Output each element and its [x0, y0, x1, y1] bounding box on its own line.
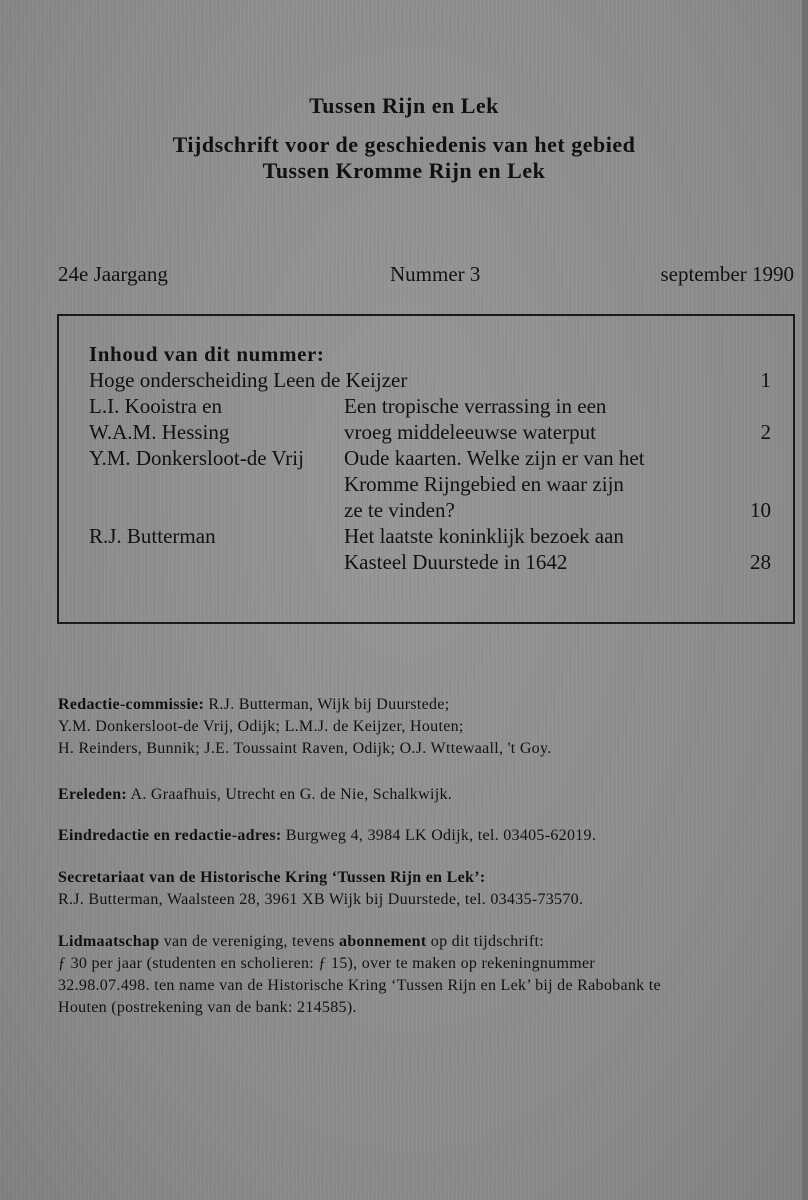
journal-title: Tussen Rijn en Lek	[309, 93, 499, 118]
secretariaat-text: R.J. Butterman, Waalsteen 28, 3961 XB Wijk bij Duurstede, tel. 03435-73570.	[58, 891, 584, 908]
eindredactie-text: Burgweg 4, 3984 LK Odijk, tel. 03405-62019.	[281, 827, 597, 844]
redactie-label: Redactie-commissie:	[58, 696, 205, 713]
toc-entry-title: Kasteel Duurstede in 1642	[344, 550, 568, 574]
toc-entry-page: 28	[750, 550, 771, 574]
toc-entry-title: Het laatste koninklijk bezoek aan	[344, 524, 624, 548]
toc-entry-page: 2	[760, 420, 771, 444]
toc-entry-title: vroeg middeleeuwse waterput	[344, 420, 596, 444]
secretariaat-label: Secretariaat van de Historische Kring ‘Tussen Rijn en Lek’:	[58, 869, 486, 886]
eindredactie-block	[58, 825, 798, 847]
toc-entry-author: L.I. Kooistra en	[89, 394, 222, 418]
lidmaatschap-line: 32.98.07.498. ten name van de Historische Kring ‘Tussen Rijn en Lek’ bij de Rabobank te	[58, 977, 661, 994]
ereleden-block	[58, 784, 798, 806]
lidmaatschap-line: Houten (postrekening van de bank: 214585).	[58, 999, 357, 1016]
toc-entry-page: 10	[750, 498, 771, 522]
toc-title: Inhoud van dit nummer:	[89, 342, 325, 366]
redactie-line: Y.M. Donkersloot-de Vrij, Odijk; L.M.J. de Keijzer, Houten;	[58, 718, 464, 735]
toc-entry-author: W.A.M. Hessing	[89, 420, 230, 444]
jaargang: 24e Jaargang	[58, 262, 168, 286]
lidmaatschap-label: Lidmaatschap	[58, 933, 160, 950]
toc-entry-title: Kromme Rijngebied en waar zijn	[344, 472, 624, 496]
toc-entry-title: Oude kaarten. Welke zijn er van het	[344, 446, 645, 470]
lidmaatschap-block	[58, 931, 798, 1019]
eindredactie-label: Eindredactie en redactie-adres:	[58, 827, 282, 844]
abonnement-label: abonnement	[339, 933, 427, 950]
toc-entry-page: 1	[760, 368, 771, 392]
lidmaatschap-line: ƒ 30 per jaar (studenten en scholieren: ƒ 15), over te maken op rekeningnummer	[58, 955, 596, 972]
lidmaatschap-text: van de vereniging, tevens	[159, 933, 340, 950]
redactie-block	[58, 694, 798, 760]
secretariaat-block	[58, 867, 798, 911]
toc-entry-author: Y.M. Donkersloot-de Vrij	[89, 446, 304, 470]
toc-entry-title: Hoge onderscheiding Leen de Keijzer	[89, 368, 408, 392]
toc-entry-title: ze te vinden?	[344, 498, 455, 522]
issue-date: september 1990	[660, 262, 794, 286]
journal-subtitle-line2: Tussen Kromme Rijn en Lek	[262, 158, 546, 183]
ereleden-text: A. Graafhuis, Utrecht en G. de Nie, Schalkwijk.	[127, 786, 453, 803]
ereleden-label: Ereleden:	[58, 786, 128, 803]
toc-entry-title: Een tropische verrassing in een	[344, 394, 607, 418]
redactie-line: H. Reinders, Bunnik; J.E. Toussaint Raven, Odijk; O.J. Wttewaall, 't Goy.	[58, 740, 552, 757]
toc-entry-author: R.J. Butterman	[89, 524, 216, 548]
journal-subtitle-line1: Tijdschrift voor de geschiedenis van het gebied	[172, 132, 636, 157]
redactie-line: R.J. Butterman, Wijk bij Duurstede;	[204, 696, 450, 713]
lidmaatschap-text: op dit tijdschrift:	[426, 933, 545, 950]
issue-number: Nummer 3	[390, 262, 481, 286]
table-of-contents	[57, 314, 795, 624]
